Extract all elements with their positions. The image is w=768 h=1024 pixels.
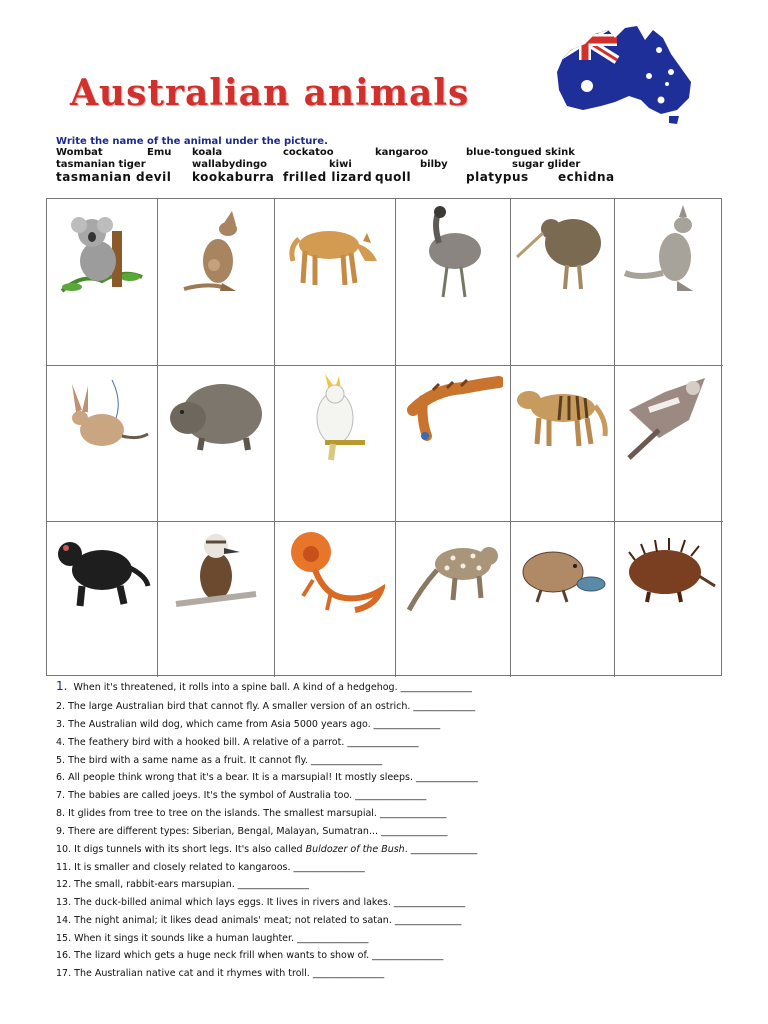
kiwi-picture — [513, 203, 613, 303]
emu-picture — [403, 203, 503, 303]
bilby-picture — [52, 370, 152, 470]
question-text: The Australian native cat and it rhymes with troll. _______________ — [74, 968, 385, 979]
picture-cell-kangaroo — [158, 199, 275, 366]
australia-flag-map — [553, 20, 695, 125]
question-text: The feathery bird with a hooked bill. A relative of a parrot. _______________ — [68, 737, 419, 748]
question-12 — [56, 879, 309, 890]
blue-tongued-skink-picture — [403, 370, 503, 470]
question-text: The babies are called joeys. It's the symbol of Australia too. _______________ — [68, 790, 427, 801]
question-13 — [56, 897, 465, 908]
picture-cell-dingo — [275, 199, 396, 366]
question-text: The duck-billed animal which lays eggs. It lives in rivers and lakes. _______________ — [74, 897, 466, 908]
question-number: 16. — [56, 950, 72, 961]
picture-cell-tasmanian-tiger — [511, 366, 615, 522]
tasmanian-tiger-picture — [513, 370, 613, 470]
question-text: When it sings it sounds like a human laughter. _______________ — [74, 933, 369, 944]
kangaroo-picture — [166, 203, 266, 303]
tasmanian-devil-picture — [52, 526, 152, 626]
question-number: 10. — [56, 844, 72, 855]
question-italic-text: Buldozer of the Bush — [305, 844, 405, 855]
question-number: 7. — [56, 790, 66, 801]
question-number: 9. — [56, 826, 66, 837]
picture-cell-sugar-glider — [615, 366, 723, 522]
frilled-lizard-picture — [285, 526, 385, 626]
word-koala: koala — [192, 147, 223, 158]
echidna-picture — [619, 526, 719, 626]
question-text: The small, rabbit-ears marsupian. _______________ — [74, 879, 310, 890]
platypus-picture — [513, 526, 613, 626]
question-text: All people think wrong that it's a bear. It is a marsupial! It mostly sleeps. _____________ — [68, 772, 478, 783]
word-tasmanian-devil: tasmanian devil — [56, 170, 172, 184]
picture-cell-quoll — [396, 522, 511, 677]
question-5 — [56, 755, 382, 766]
word-frilled-lizard: frilled lizard — [283, 170, 373, 184]
question-text: It digs tunnels with its short legs. It's also called — [74, 844, 303, 855]
word-blue-tongued-skink: blue-tongued skink — [466, 147, 575, 158]
question-11 — [56, 862, 365, 873]
picture-cell-kookaburra — [158, 522, 275, 677]
question-text: It glides from tree to tree on the islands. The smallest marsupial. ______________ — [68, 808, 447, 819]
koala-picture — [52, 203, 152, 303]
wallaby-picture — [619, 203, 719, 303]
question-number: 15. — [56, 933, 72, 944]
word-kiwi: kiwi — [329, 159, 352, 170]
picture-cell-bilby — [47, 366, 158, 522]
kookaburra-picture — [166, 526, 266, 626]
question-number: 12. — [56, 879, 72, 890]
picture-cell-echidna — [615, 522, 723, 677]
question-4 — [56, 737, 419, 748]
question-number: 14. — [56, 915, 72, 926]
picture-cell-blue-tongued-skink — [396, 366, 511, 522]
question-number: 8. — [56, 808, 66, 819]
picture-cell-koala — [47, 199, 158, 366]
question-number: 2. — [56, 701, 66, 712]
word-emu: Emu — [147, 147, 172, 158]
question-17 — [56, 968, 384, 979]
question-16 — [56, 950, 443, 961]
picture-cell-wallaby — [615, 199, 723, 366]
question-14 — [56, 915, 461, 926]
word-wallabydingo: wallabydingo — [192, 159, 267, 170]
question-text: It is smaller and closely related to kangaroos. _______________ — [74, 862, 365, 873]
question-9 — [56, 826, 448, 837]
quoll-picture — [403, 526, 503, 626]
instruction-text: Write the name of the animal under the picture. — [56, 136, 328, 147]
question-text: The night animal; it likes dead animals' meat; not related to satan. ______________ — [74, 915, 462, 926]
picture-cell-cockatoo — [275, 366, 396, 522]
question-number: 3. — [56, 719, 66, 730]
word-quoll: quoll — [375, 170, 412, 184]
question-number: 6. — [56, 772, 66, 783]
sugar-glider-picture — [619, 370, 719, 470]
question-number: 1. — [56, 679, 68, 693]
word-bilby: bilby — [420, 159, 448, 170]
question-number: 13. — [56, 897, 72, 908]
question-6 — [56, 772, 478, 783]
picture-cell-tasmanian-devil — [47, 522, 158, 677]
word-echidna: echidna — [558, 170, 615, 184]
question-3 — [56, 719, 440, 730]
worksheet-title: Australian animals — [70, 72, 470, 114]
cockatoo-picture — [285, 370, 385, 470]
wombat-picture — [166, 370, 266, 470]
question-text: When it's threatened, it rolls into a spine ball. A kind of a hedgehog. _______________ — [73, 682, 472, 693]
picture-cell-emu — [396, 199, 511, 366]
question-number: 17. — [56, 968, 72, 979]
picture-cell-frilled-lizard — [275, 522, 396, 677]
word-cockatoo: cockatoo — [283, 147, 334, 158]
word-platypus: platypus — [466, 170, 529, 184]
question-2 — [56, 701, 475, 712]
picture-cell-kiwi — [511, 199, 615, 366]
question-text-end: . ______________ — [404, 844, 478, 855]
question-8 — [56, 808, 446, 819]
question-1 — [56, 679, 472, 693]
question-15 — [56, 933, 368, 944]
question-number: 11. — [56, 862, 72, 873]
picture-cell-wombat — [158, 366, 275, 522]
question-7 — [56, 790, 426, 801]
question-text: The lizard which gets a huge neck frill when wants to show of. _______________ — [74, 950, 444, 961]
question-number: 5. — [56, 755, 66, 766]
question-text: There are different types: Siberian, Bengal, Malayan, Sumatran... ______________ — [68, 826, 448, 837]
question-text: The large Australian bird that cannot fly. A smaller version of an ostrich. _____________ — [68, 701, 476, 712]
question-text: The Australian wild dog, which came from Asia 5000 years ago. ______________ — [68, 719, 441, 730]
question-number: 4. — [56, 737, 66, 748]
dingo-picture — [285, 203, 385, 303]
word-tasmanian-tiger: tasmanian tiger — [56, 159, 146, 170]
word-wombat: Wombat — [56, 147, 103, 158]
picture-grid — [46, 198, 722, 676]
question-text: The bird with a same name as a fruit. It cannot fly. _______________ — [68, 755, 383, 766]
question-10 — [56, 844, 477, 855]
word-kookaburra: kookaburra — [192, 170, 275, 184]
picture-cell-platypus — [511, 522, 615, 677]
word-kangaroo: kangaroo — [375, 147, 429, 158]
word-sugar-glider: sugar glider — [512, 159, 581, 170]
